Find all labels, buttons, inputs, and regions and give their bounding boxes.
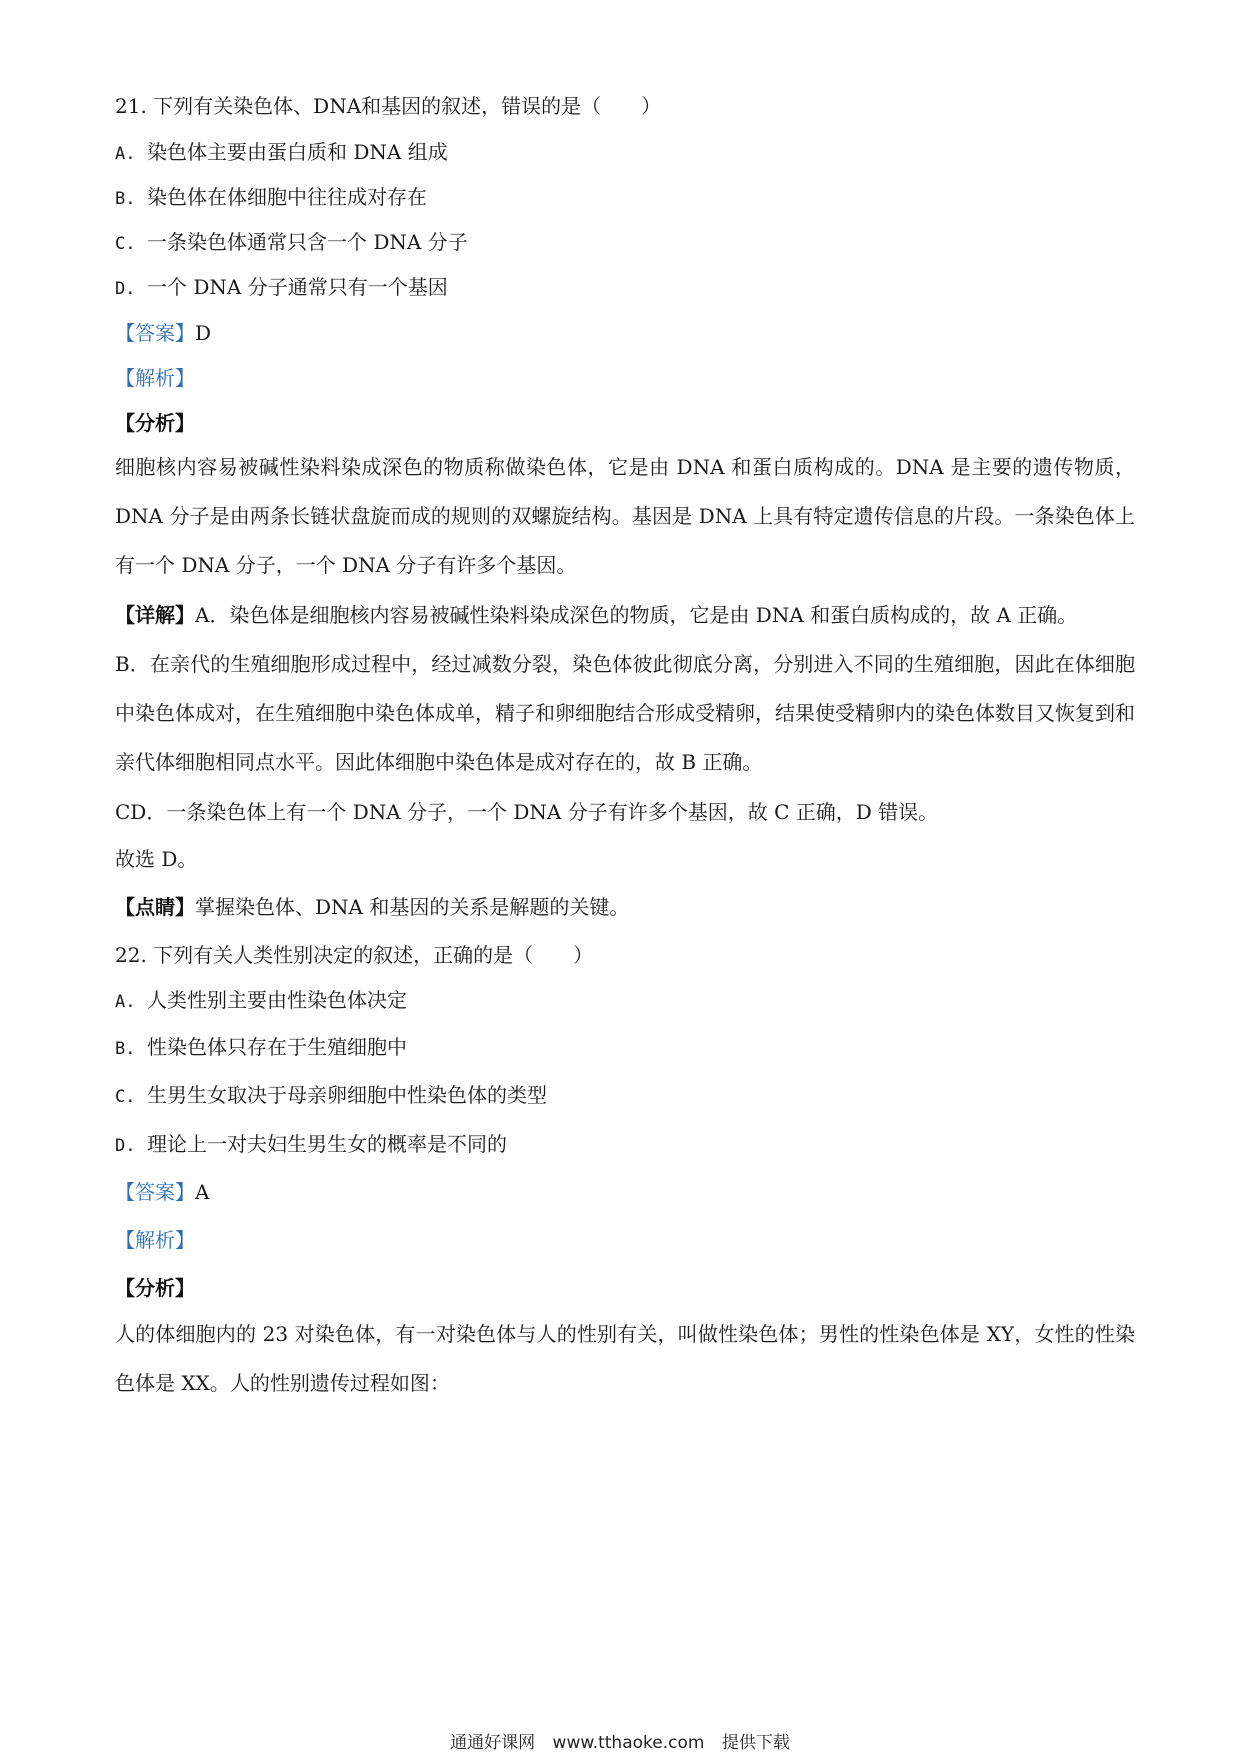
- q21-answer: [115, 319, 211, 347]
- q21-dianjing: [115, 893, 629, 921]
- option-text: 生男生女取决于母亲卵细胞中性染色体的类型: [147, 1083, 547, 1107]
- q22-option-d: [115, 1130, 507, 1160]
- q22-option-a: [115, 986, 407, 1016]
- option-text: 一个 DNA 分子通常只有一个基因: [147, 275, 448, 299]
- option-letter: A.: [115, 992, 136, 1012]
- q22-option-b: [115, 1033, 407, 1063]
- option-letter: A.: [115, 144, 136, 164]
- option-letter: C.: [115, 1087, 136, 1107]
- answer-tag: 【答案】: [115, 1180, 195, 1204]
- option-letter: B.: [115, 189, 136, 209]
- dianjing-tag: 【点睛】: [115, 895, 195, 919]
- option-text: 性染色体只存在于生殖细胞中: [147, 1035, 407, 1059]
- q21-option-b: [115, 183, 427, 213]
- option-text: 染色体在体细胞中往往成对存在: [147, 185, 427, 209]
- option-text: 人类性别主要由性染色体决定: [147, 988, 407, 1012]
- q21-xiangjie-a: [115, 591, 1135, 640]
- q21-fenxi-tag: 【分析】: [115, 411, 195, 435]
- xiangjie-a-text: A．染色体是细胞核内容易被碱性染料染成深色的物质，它是由 DNA 和蛋白质构成的，故 A 正确。: [195, 603, 1078, 627]
- option-letter: B.: [115, 1039, 136, 1059]
- q21-option-d: [115, 273, 448, 303]
- q21-xiangjie-b: B．在亲代的生殖细胞形成过程中，经过减数分裂，染色体彼此彻底分离，分别进入不同的生殖细胞，因此在体细胞中染色体成对，在生殖细胞中染色体成单，精子和卵细胞结合形成受精卵，结果使受精卵内的染色体数目又恢复到和亲代体细胞相同点水平。因此体细胞中染色体是成对存在的，故 B 正确。: [115, 652, 1135, 774]
- dianjing-text: 掌握染色体、DNA 和基因的关系是解题的关键。: [195, 895, 630, 919]
- q21-xiangjie-cd: CD．一条染色体上有一个 DNA 分子，一个 DNA 分子有许多个基因，故 C 正确，D 错误。: [115, 800, 939, 824]
- q22-option-c: [115, 1081, 547, 1111]
- q21-option-a: [115, 138, 448, 168]
- q21-guxuan: 故选 D。: [115, 847, 198, 871]
- q21-jiexi-tag: 【解析】: [115, 366, 195, 390]
- q22-fenxi-tag: 【分析】: [115, 1276, 195, 1300]
- q22-stem: 22. 下列有关人类性别决定的叙述，正确的是（ ）: [115, 943, 594, 967]
- option-letter: D.: [115, 1136, 136, 1156]
- option-text: 染色体主要由蛋白质和 DNA 组成: [147, 140, 448, 164]
- answer-value: A: [195, 1180, 210, 1204]
- option-letter: C.: [115, 234, 136, 254]
- option-text: 一条染色体通常只含一个 DNA 分子: [147, 230, 468, 254]
- answer-value: D: [195, 321, 212, 345]
- page-footer: [0, 1728, 1240, 1753]
- q22-jiexi-tag: 【解析】: [115, 1228, 195, 1252]
- q21-fenxi-text: 细胞核内容易被碱性染料染成深色的物质称做染色体，它是由 DNA 和蛋白质构成的。DNA 是主要的遗传物质，DNA 分子是由两条长链状盘旋而成的规则的双螺旋结构。基因是 DNA 上具有特定遗传信息的片段。一条染色体上有一个 DNA 分子，一个 DNA 分子有许多个基因。: [115, 455, 1135, 577]
- option-letter: D.: [115, 279, 136, 299]
- footer-url[interactable]: www.tthaoke.com: [552, 1733, 705, 1753]
- q22-fenxi-text: 人的体细胞内的 23 对染色体，有一对染色体与人的性别有关，叫做性染色体；男性的性染色体是 XY，女性的性染色体是 XX。人的性别遗传过程如图：: [115, 1322, 1135, 1395]
- footer-site-name: 通通好课网: [450, 1733, 536, 1753]
- xiangjie-tag: 【详解】: [115, 603, 195, 627]
- q21-option-c: [115, 228, 468, 258]
- q21-stem: 21. 下列有关染色体、DNA和基因的叙述，错误的是（ ）: [115, 94, 662, 118]
- q22-answer: [115, 1178, 209, 1206]
- footer-action: 提供下载: [721, 1733, 790, 1753]
- option-text: 理论上一对夫妇生男生女的概率是不同的: [147, 1132, 507, 1156]
- answer-tag: 【答案】: [115, 321, 195, 345]
